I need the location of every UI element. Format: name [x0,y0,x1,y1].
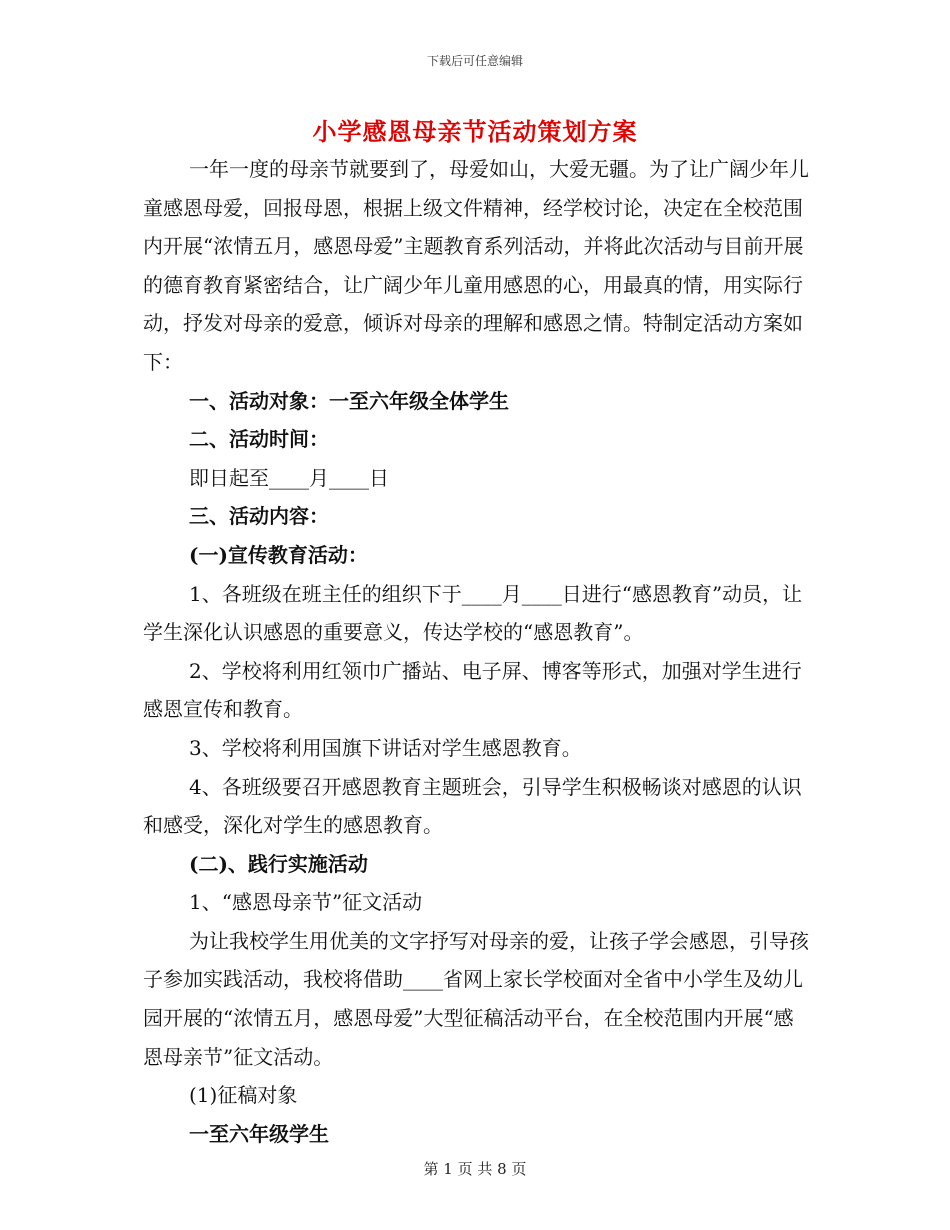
intro-paragraph: 一年一度的母亲节就要到了，母爱如山，大爱无疆。为了让广阔少年儿童感恩母爱，回报母恩，根据上级文件精神，经学校讨论，决定在全校范围内开展“浓情五月，感恩母爱”主题教育系列活动，并将此次活动与目前开展的德育教育紧密结合，让广阔少年儿童用感恩的心，用最真的情，用实际行动，抒发对母亲的爱意，倾诉对母亲的理解和感恩之情。特制定活动方案如下： [143,157,809,374]
subsection-publicity: (一)宣传教育活动： [189,542,368,567]
sub-item-label: (1)征稿对象 [189,1083,298,1108]
document-body [143,150,811,1153]
sub-item-value: 一至六年级学生 [189,1121,329,1146]
list-item: 2、学校将利用红领巾广播站、电子屏、博客等形式，加强对学生进行感恩宣传和教育。 [143,658,802,722]
list-item: 1、各班级在班主任的组织下于____月____日进行“感恩教育”动员，让学生深化认识感恩的重要意义，传达学校的“感恩教育”。 [143,581,803,645]
subsection-practice: (二)、践行实施活动 [189,851,368,876]
time-line: 即日起至____月____日 [189,465,389,490]
section-target: 一、活动对象：一至六年级全体学生 [189,388,509,413]
document-title: 小学感恩母亲节活动策划方案 [312,117,638,146]
list-item: 4、各班级要召开感恩教育主题班会，引导学生积极畅谈对感恩的认识和感受，深化对学生的感恩教育。 [143,774,802,838]
list-item: 3、学校将利用国旗下讲话对学生感恩教育。 [189,735,582,760]
page-header: 下载后可任意编辑 [426,54,523,68]
page-number: 第 1 页 共 8 页 [423,1160,527,1178]
activity-description: 为让我校学生用优美的文字抒写对母亲的爱，让孩子学会感恩，引导孩子参加实践活动，我校将借助____省网上家长学校面对全省中小学生及幼儿园开展的“浓情五月，感恩母爱”大型征稿活动平台，在全校范围内开展“感恩母亲节”征文活动。 [143,928,809,1069]
activity-title: 1、“感恩母亲节”征文活动 [189,890,423,915]
section-content: 三、活动内容： [189,504,329,529]
section-time: 二、活动时间： [189,427,329,452]
